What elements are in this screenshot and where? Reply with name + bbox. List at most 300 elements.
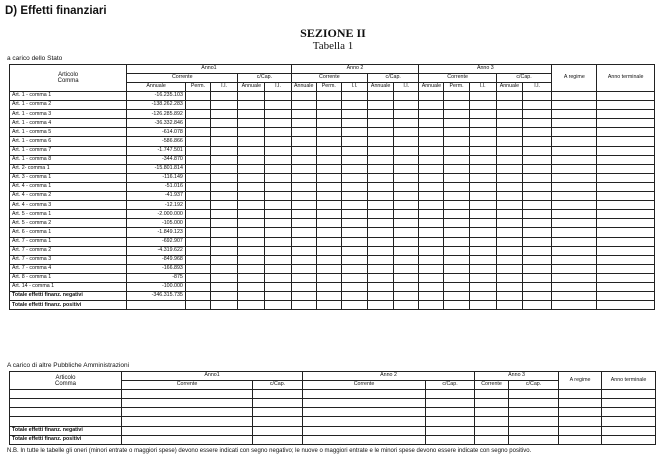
empty-cell bbox=[552, 155, 597, 164]
empty-cell bbox=[316, 92, 341, 101]
table-row bbox=[10, 255, 655, 264]
article-header-line2: Comma bbox=[57, 78, 79, 84]
empty-cell bbox=[496, 192, 522, 201]
empty-cell bbox=[496, 110, 522, 119]
empty-cell bbox=[316, 292, 341, 301]
y3-ii-header: I.I. bbox=[469, 83, 496, 92]
empty-cell bbox=[394, 201, 419, 210]
empty-cell bbox=[597, 110, 655, 119]
empty-cell bbox=[552, 182, 597, 191]
empty-cell bbox=[265, 237, 291, 246]
empty-cell bbox=[602, 417, 656, 426]
empty-cell bbox=[496, 292, 522, 301]
empty-cell bbox=[265, 246, 291, 255]
empty-cell bbox=[523, 264, 552, 273]
table-row bbox=[10, 301, 655, 310]
empty-cell bbox=[341, 155, 367, 164]
t2-article-header-line1: Articolo bbox=[55, 374, 76, 381]
empty-cell bbox=[368, 119, 394, 128]
empty-cell bbox=[211, 228, 238, 237]
year1-annual-value: -1.747.501 bbox=[127, 146, 186, 155]
empty-cell bbox=[552, 292, 597, 301]
empty-cell bbox=[291, 155, 316, 164]
year1-annual-value: -16.235.103 bbox=[127, 92, 186, 101]
year1-annual-value: -116.149 bbox=[127, 173, 186, 182]
empty-cell bbox=[211, 201, 238, 210]
year1-annual-value: -344.870 bbox=[127, 155, 186, 164]
empty-cell bbox=[122, 390, 253, 399]
empty-cell bbox=[368, 173, 394, 182]
empty-cell bbox=[291, 192, 316, 201]
empty-cell bbox=[265, 201, 291, 210]
empty-cell bbox=[523, 282, 552, 291]
empty-cell bbox=[509, 390, 559, 399]
empty-cell bbox=[316, 192, 341, 201]
empty-cell bbox=[316, 246, 341, 255]
empty-cell bbox=[211, 92, 238, 101]
empty-cell bbox=[211, 255, 238, 264]
empty-cell bbox=[341, 292, 367, 301]
empty-cell bbox=[597, 128, 655, 137]
empty-cell bbox=[368, 201, 394, 210]
empty-cell bbox=[444, 155, 469, 164]
empty-cell bbox=[185, 201, 210, 210]
state-effects-table bbox=[9, 64, 655, 310]
empty-cell bbox=[394, 273, 419, 282]
empty-cell bbox=[265, 182, 291, 191]
empty-cell bbox=[496, 237, 522, 246]
empty-cell bbox=[469, 182, 496, 191]
empty-cell bbox=[341, 173, 367, 182]
empty-cell bbox=[496, 92, 522, 101]
empty-cell bbox=[265, 101, 291, 110]
empty-cell bbox=[394, 155, 419, 164]
empty-cell bbox=[303, 408, 426, 417]
t2-y1-capitale-header: c/Cap. bbox=[253, 381, 303, 390]
empty-cell bbox=[419, 128, 444, 137]
empty-cell bbox=[211, 292, 238, 301]
empty-cell bbox=[469, 137, 496, 146]
empty-cell bbox=[211, 101, 238, 110]
empty-cell bbox=[597, 282, 655, 291]
empty-cell bbox=[469, 255, 496, 264]
row-label: Art. 1 - comma 2 bbox=[10, 101, 127, 110]
empty-cell bbox=[122, 435, 253, 444]
empty-cell bbox=[496, 219, 522, 228]
year1-annual-value bbox=[127, 301, 186, 310]
empty-cell bbox=[185, 273, 210, 282]
empty-cell bbox=[469, 246, 496, 255]
empty-cell bbox=[185, 137, 210, 146]
empty-cell bbox=[444, 182, 469, 191]
table-row bbox=[10, 201, 655, 210]
row-label bbox=[10, 408, 122, 417]
empty-cell bbox=[444, 192, 469, 201]
table1-caption: a carico dello Stato bbox=[7, 55, 63, 62]
empty-cell bbox=[552, 201, 597, 210]
empty-cell bbox=[523, 192, 552, 201]
empty-cell bbox=[394, 237, 419, 246]
empty-cell bbox=[419, 155, 444, 164]
empty-cell bbox=[341, 228, 367, 237]
footnote: N.B. In tutte le tabelle gli oneri (minori entrate o maggiori spese) devono essere indicati con segno negativo; le nuove o maggiori entrate e le minori spese devono essere indicate con segno positivo. bbox=[7, 448, 532, 454]
table-row bbox=[10, 237, 655, 246]
empty-cell bbox=[368, 273, 394, 282]
empty-cell bbox=[552, 210, 597, 219]
empty-cell bbox=[238, 219, 265, 228]
year1-annual-value: -692.907 bbox=[127, 237, 186, 246]
empty-cell bbox=[559, 435, 602, 444]
empty-cell bbox=[316, 137, 341, 146]
y1-cap-ii-header: I.I. bbox=[265, 83, 291, 92]
empty-cell bbox=[419, 292, 444, 301]
empty-cell bbox=[444, 273, 469, 282]
year1-annual-value: -100.000 bbox=[127, 282, 186, 291]
table-row bbox=[10, 292, 655, 301]
year1-annual-value: -126.285.892 bbox=[127, 110, 186, 119]
empty-cell bbox=[597, 228, 655, 237]
table-row bbox=[10, 128, 655, 137]
empty-cell bbox=[419, 101, 444, 110]
empty-cell bbox=[291, 246, 316, 255]
empty-cell bbox=[316, 228, 341, 237]
empty-cell bbox=[122, 417, 253, 426]
empty-cell bbox=[291, 146, 316, 155]
empty-cell bbox=[597, 101, 655, 110]
y2-annuale-header: Annuale bbox=[291, 83, 316, 92]
empty-cell bbox=[597, 255, 655, 264]
empty-cell bbox=[265, 164, 291, 173]
empty-cell bbox=[316, 282, 341, 291]
empty-cell bbox=[316, 155, 341, 164]
empty-cell bbox=[368, 228, 394, 237]
empty-cell bbox=[559, 399, 602, 408]
empty-cell bbox=[469, 228, 496, 237]
empty-cell bbox=[316, 201, 341, 210]
table-row bbox=[10, 264, 655, 273]
empty-cell bbox=[523, 155, 552, 164]
empty-cell bbox=[469, 282, 496, 291]
empty-cell bbox=[185, 182, 210, 191]
empty-cell bbox=[419, 264, 444, 273]
empty-cell bbox=[597, 192, 655, 201]
table-row bbox=[10, 110, 655, 119]
empty-cell bbox=[475, 426, 509, 435]
empty-cell bbox=[316, 110, 341, 119]
empty-cell bbox=[552, 219, 597, 228]
empty-cell bbox=[523, 92, 552, 101]
empty-cell bbox=[211, 219, 238, 228]
empty-cell bbox=[265, 128, 291, 137]
empty-cell bbox=[238, 146, 265, 155]
empty-cell bbox=[523, 146, 552, 155]
empty-cell bbox=[444, 282, 469, 291]
y1-cap-annuale-header: Annuale bbox=[238, 83, 265, 92]
empty-cell bbox=[368, 219, 394, 228]
empty-cell bbox=[394, 264, 419, 273]
empty-cell bbox=[523, 101, 552, 110]
y3-perm-header: Perm. bbox=[444, 83, 469, 92]
empty-cell bbox=[238, 182, 265, 191]
empty-cell bbox=[444, 246, 469, 255]
empty-cell bbox=[426, 408, 475, 417]
empty-cell bbox=[291, 228, 316, 237]
empty-cell bbox=[469, 237, 496, 246]
year1-corrente-header: Corrente bbox=[127, 74, 238, 83]
empty-cell bbox=[265, 228, 291, 237]
empty-cell bbox=[469, 192, 496, 201]
empty-cell bbox=[523, 119, 552, 128]
y2-cap-ii-header: I.I. bbox=[394, 83, 419, 92]
empty-cell bbox=[185, 237, 210, 246]
empty-cell bbox=[185, 228, 210, 237]
empty-cell bbox=[185, 255, 210, 264]
empty-cell bbox=[253, 408, 303, 417]
empty-cell bbox=[475, 417, 509, 426]
empty-cell bbox=[597, 246, 655, 255]
table-row bbox=[10, 155, 655, 164]
empty-cell bbox=[469, 292, 496, 301]
empty-cell bbox=[368, 110, 394, 119]
empty-cell bbox=[552, 301, 597, 310]
empty-cell bbox=[444, 128, 469, 137]
empty-cell bbox=[469, 301, 496, 310]
row-label bbox=[10, 399, 122, 408]
empty-cell bbox=[265, 255, 291, 264]
empty-cell bbox=[368, 146, 394, 155]
empty-cell bbox=[552, 110, 597, 119]
empty-cell bbox=[185, 128, 210, 137]
empty-cell bbox=[552, 128, 597, 137]
empty-cell bbox=[185, 101, 210, 110]
empty-cell bbox=[185, 219, 210, 228]
empty-cell bbox=[552, 192, 597, 201]
row-label bbox=[10, 390, 122, 399]
empty-cell bbox=[211, 173, 238, 182]
empty-cell bbox=[211, 246, 238, 255]
empty-cell bbox=[394, 146, 419, 155]
empty-cell bbox=[291, 273, 316, 282]
empty-cell bbox=[238, 137, 265, 146]
empty-cell bbox=[341, 164, 367, 173]
empty-cell bbox=[523, 255, 552, 264]
empty-cell bbox=[368, 237, 394, 246]
empty-cell bbox=[552, 173, 597, 182]
empty-cell bbox=[552, 137, 597, 146]
row-label: Art. 3 - comma 1 bbox=[10, 173, 127, 182]
empty-cell bbox=[368, 292, 394, 301]
empty-cell bbox=[341, 119, 367, 128]
row-label: Totale effetti finanz. positivi bbox=[10, 435, 122, 444]
empty-cell bbox=[265, 192, 291, 201]
table-title: Tabella 1 bbox=[312, 40, 354, 52]
row-label: Art. 7 - comma 2 bbox=[10, 246, 127, 255]
empty-cell bbox=[444, 237, 469, 246]
empty-cell bbox=[368, 182, 394, 191]
empty-cell bbox=[394, 92, 419, 101]
row-label: Art. 6 - comma 1 bbox=[10, 228, 127, 237]
empty-cell bbox=[368, 92, 394, 101]
empty-cell bbox=[265, 119, 291, 128]
t2-year1-header: Anno1 bbox=[122, 372, 303, 381]
empty-cell bbox=[185, 173, 210, 182]
empty-cell bbox=[185, 264, 210, 273]
t2-y2-corrente-header: Corrente bbox=[303, 381, 426, 390]
empty-cell bbox=[559, 408, 602, 417]
row-label: Art. 7 - comma 1 bbox=[10, 237, 127, 246]
empty-cell bbox=[523, 228, 552, 237]
empty-cell bbox=[602, 399, 656, 408]
empty-cell bbox=[394, 292, 419, 301]
empty-cell bbox=[602, 435, 656, 444]
row-label: Art. 1 - comma 4 bbox=[10, 119, 127, 128]
empty-cell bbox=[469, 146, 496, 155]
empty-cell bbox=[523, 173, 552, 182]
row-label: Art. 1 - comma 7 bbox=[10, 146, 127, 155]
empty-cell bbox=[316, 219, 341, 228]
empty-cell bbox=[368, 137, 394, 146]
empty-cell bbox=[394, 164, 419, 173]
empty-cell bbox=[496, 201, 522, 210]
empty-cell bbox=[238, 292, 265, 301]
year1-annual-value: -105.000 bbox=[127, 219, 186, 228]
empty-cell bbox=[185, 110, 210, 119]
empty-cell bbox=[316, 255, 341, 264]
t2-y1-corrente-header: Corrente bbox=[122, 381, 253, 390]
empty-cell bbox=[475, 399, 509, 408]
empty-cell bbox=[496, 228, 522, 237]
empty-cell bbox=[265, 173, 291, 182]
empty-cell bbox=[316, 182, 341, 191]
empty-cell bbox=[419, 273, 444, 282]
t2-article-header-line2: Comma bbox=[54, 380, 76, 387]
empty-cell bbox=[122, 408, 253, 417]
empty-cell bbox=[559, 417, 602, 426]
empty-cell bbox=[552, 119, 597, 128]
empty-cell bbox=[185, 92, 210, 101]
table-row bbox=[10, 435, 656, 444]
empty-cell bbox=[523, 273, 552, 282]
empty-cell bbox=[419, 182, 444, 191]
empty-cell bbox=[419, 282, 444, 291]
empty-cell bbox=[469, 219, 496, 228]
year1-capitale-header: c/Cap. bbox=[238, 74, 291, 83]
table-row bbox=[10, 146, 655, 155]
year1-annual-value: -586.866 bbox=[127, 137, 186, 146]
empty-cell bbox=[496, 282, 522, 291]
empty-cell bbox=[291, 92, 316, 101]
empty-cell bbox=[559, 426, 602, 435]
empty-cell bbox=[394, 110, 419, 119]
empty-cell bbox=[419, 246, 444, 255]
empty-cell bbox=[475, 408, 509, 417]
empty-cell bbox=[211, 282, 238, 291]
empty-cell bbox=[496, 273, 522, 282]
empty-cell bbox=[597, 292, 655, 301]
empty-cell bbox=[265, 155, 291, 164]
table-row bbox=[10, 228, 655, 237]
empty-cell bbox=[597, 164, 655, 173]
empty-cell bbox=[552, 237, 597, 246]
empty-cell bbox=[238, 173, 265, 182]
empty-cell bbox=[444, 292, 469, 301]
table-row bbox=[10, 408, 656, 417]
empty-cell bbox=[597, 219, 655, 228]
empty-cell bbox=[238, 201, 265, 210]
other-administrations-table bbox=[9, 371, 656, 445]
empty-cell bbox=[211, 110, 238, 119]
empty-cell bbox=[559, 390, 602, 399]
empty-cell bbox=[291, 201, 316, 210]
empty-cell bbox=[469, 201, 496, 210]
empty-cell bbox=[238, 255, 265, 264]
empty-cell bbox=[211, 128, 238, 137]
empty-cell bbox=[523, 301, 552, 310]
empty-cell bbox=[211, 164, 238, 173]
table-row bbox=[10, 164, 655, 173]
empty-cell bbox=[341, 192, 367, 201]
empty-cell bbox=[444, 101, 469, 110]
empty-cell bbox=[238, 228, 265, 237]
empty-cell bbox=[419, 173, 444, 182]
empty-cell bbox=[426, 435, 475, 444]
empty-cell bbox=[597, 237, 655, 246]
empty-cell bbox=[597, 201, 655, 210]
empty-cell bbox=[419, 201, 444, 210]
empty-cell bbox=[444, 301, 469, 310]
empty-cell bbox=[496, 301, 522, 310]
empty-cell bbox=[394, 246, 419, 255]
empty-cell bbox=[469, 173, 496, 182]
empty-cell bbox=[523, 137, 552, 146]
empty-cell bbox=[341, 201, 367, 210]
empty-cell bbox=[394, 119, 419, 128]
empty-cell bbox=[185, 155, 210, 164]
row-label: Art. 7 - comma 4 bbox=[10, 264, 127, 273]
empty-cell bbox=[496, 246, 522, 255]
row-label: Art. 7 - comma 3 bbox=[10, 255, 127, 264]
y1-ii-header: I.I. bbox=[211, 83, 238, 92]
empty-cell bbox=[444, 92, 469, 101]
empty-cell bbox=[238, 110, 265, 119]
row-label: Totale effetti finanz. positivi bbox=[10, 301, 127, 310]
table-row bbox=[10, 399, 656, 408]
empty-cell bbox=[496, 182, 522, 191]
empty-cell bbox=[368, 282, 394, 291]
empty-cell bbox=[238, 164, 265, 173]
row-label: Art. 14 - comma 1 bbox=[10, 282, 127, 291]
empty-cell bbox=[211, 210, 238, 219]
t2-article-header bbox=[10, 372, 122, 390]
row-label: Art. 5 - comma 1 bbox=[10, 210, 127, 219]
empty-cell bbox=[368, 128, 394, 137]
empty-cell bbox=[394, 228, 419, 237]
year2-capitale-header: c/Cap. bbox=[368, 74, 419, 83]
table-row bbox=[10, 137, 655, 146]
empty-cell bbox=[211, 146, 238, 155]
empty-cell bbox=[211, 137, 238, 146]
empty-cell bbox=[523, 164, 552, 173]
t2-regime-header: A regime bbox=[559, 372, 602, 390]
empty-cell bbox=[253, 417, 303, 426]
empty-cell bbox=[597, 210, 655, 219]
empty-cell bbox=[469, 273, 496, 282]
empty-cell bbox=[469, 119, 496, 128]
empty-cell bbox=[496, 155, 522, 164]
year2-corrente-header: Corrente bbox=[291, 74, 367, 83]
empty-cell bbox=[469, 164, 496, 173]
row-label: Art. 4 - comma 1 bbox=[10, 182, 127, 191]
